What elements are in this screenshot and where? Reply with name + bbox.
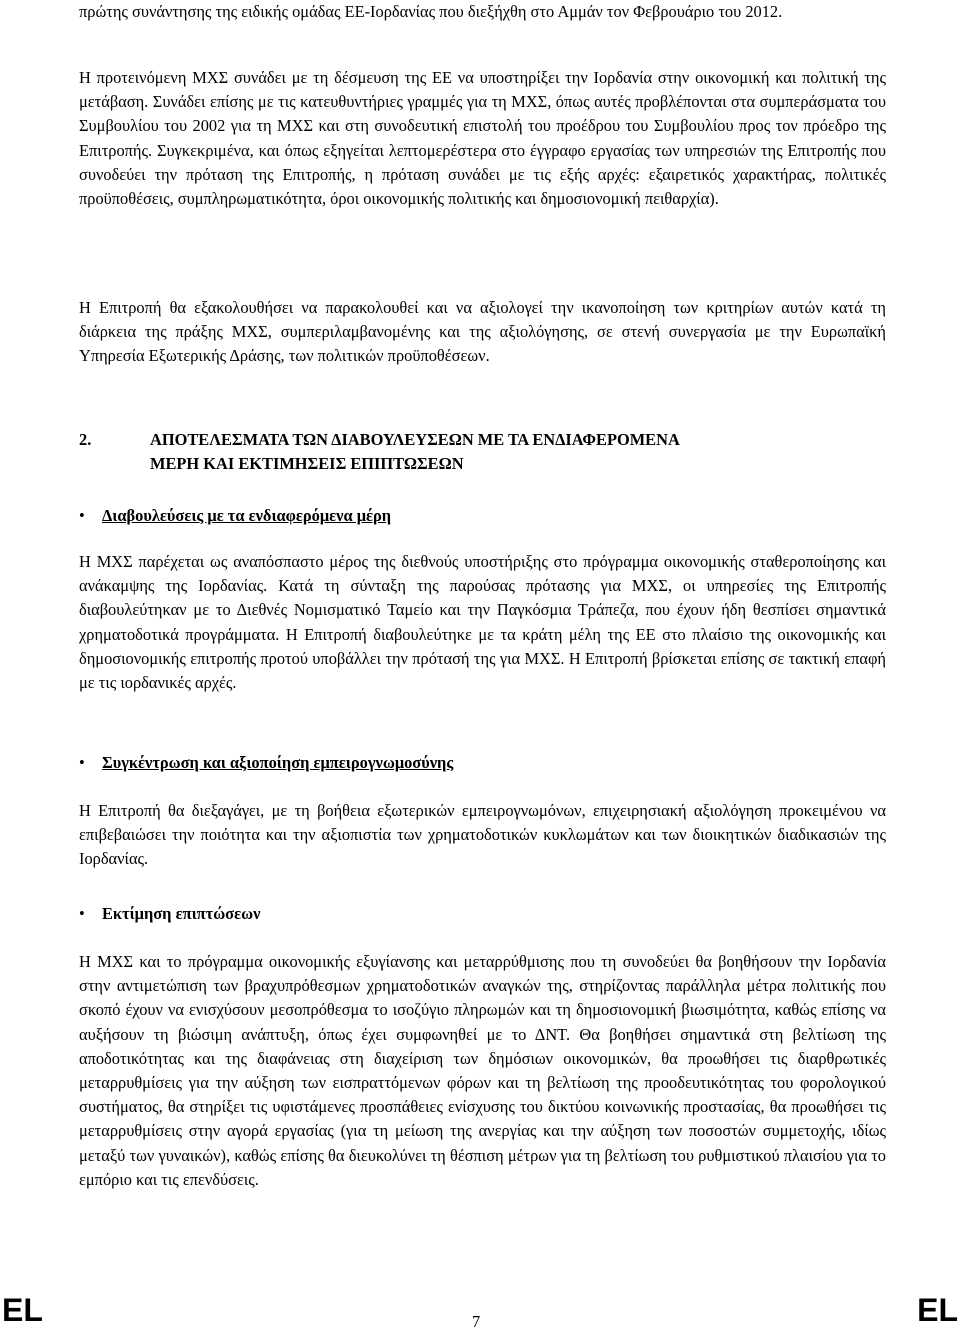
- bullet-dot-icon: •: [79, 904, 85, 923]
- paragraph-expertise: Η Επιτροπή θα διεξαγάγει, με τη βοήθεια εξωτερικών εμπειρογνωμόνων, επιχειρησιακή αξιολόγηση προκειμένου να επιβεβαιώσει την ποιότητα και την αξιοπιστία των χρηματοδοτικών κυκλωμάτων και των διοικητικών διαδικασιών της Ιορδανίας.: [79, 801, 886, 869]
- section-title-line-1: ΑΠΟΤΕΛΕΣΜΑΤΑ ΤΩΝ ΔΙΑΒΟΥΛΕΥΣΕΩΝ ΜΕ ΤΑ ΕΝΔΙΑΦΕΡΟΜΕΝΑ: [150, 430, 680, 449]
- paragraph-consistency: Η προτεινόμενη ΜΧΣ συνάδει με τη δέσμευση της ΕΕ να υποστηρίξει την Ιορδανία στην οικονομική και πολιτική της μετάβαση. Συνάδει επίσης με τις κατευθυντήριες γραμμές για τη ΜΧΣ, όπως αυτές προβλέπονται στα συμπεράσματα του Συμβουλίου του 2002 για τη ΜΧΣ και στη συνοδευτική επιστολή του προέδρου του Συμβουλίου προς τον πρόεδρο της Επιτροπής. Συγκεκριμένα, και όπως εξηγείται λεπτομερέστερα στο έγγραφο εργασίας των υπηρεσιών της Επιτροπής που συνοδεύει την πρόταση της Επιτροπής, η πρόταση συνάδει με τις εξής αρχές: εξαιρετικός χαρακτήρας, πολιτικές προϋποθέσεις, συμπληρωματικότητα, όροι οικονομικής πολιτικής και δημοσιονομική πειθαρχία).: [79, 68, 886, 209]
- bullet-heading-expertise: Συγκέντρωση και αξιοποίηση εμπειρογνωμοσύνης: [102, 753, 454, 772]
- paragraph-impact-assessment: Η ΜΧΣ και το πρόγραμμα οικονομικής εξυγίανσης και μεταρρύθμισης που τη συνοδεύει θα βοηθήσουν την Ιορδανία στην αντιμετώπιση των βραχυπρόθεσμων χρηματοδοτικών αναγκών της, στηρίζοντας παράλληλα μέτρα πολιτικής που σκοπό έχουν να ενισχύσουν μεσοπρόθεσμα το ισοζύγιο πληρωμών και τη δημοσιονομική βιωσιμότητα, καθώς επίσης να αυξήσουν τη βιώσιμη ανάπτυξη, όπως έχει συμφωνηθεί με το ΔΝΤ. Θα βοηθήσει σημαντικά στη βελτίωση της αποδοτικότητας και της διαφάνειας στη διαχείριση των δημόσιων οικονομικών, θα προωθήσει τις διαρθρωτικές μεταρρυθμίσεις για την αύξηση των εισπραττόμενων φόρων και τη βελτίωση της προοδευτικότητας του φορολογικού συστήματος, θα στηρίξει τις υφιστάμενες προσπάθειες ενίσχυσης του δικτύου κοινωνικής προστασίας, θα προωθήσει τις μεταρρυθμίσεις στην αγορά εργασίας (για τη μείωση της ανεργίας και την αύξηση των ποσοστών συμμετοχής, ιδίως μεταξύ των γυναικών), καθώς επίσης θα διευκολύνει τη θέσπιση μέτρων για τη βελτίωση του ρυθμιστικού πλαισίου για το εμπόριο και τις επενδύσεις.: [79, 952, 886, 1189]
- paragraph-monitoring: Η Επιτροπή θα εξακολουθήσει να παρακολουθεί και να αξιολογεί την ικανοποίηση των κριτηρίων αυτών κατά τη διάρκεια της πράξης ΜΧΣ, συμπεριλαμβανομένης και της αξιολόγησης, σε στενή συνεργασία με την Ευρωπαϊκή Υπηρεσία Εξωτερικής Δράσης, των πολιτικών προϋποθέσεων.: [79, 298, 886, 366]
- bullet-heading-consultations: Διαβουλεύσεις με τα ενδιαφερόμενα μέρη: [102, 506, 392, 525]
- bullet-dot-icon: •: [79, 506, 85, 525]
- paragraph-consultations: Η ΜΧΣ παρέχεται ως αναπόσπαστο μέρος της διεθνούς υποστήριξης στο πρόγραμμα οικονομικής σταθεροποίησης και ανάκαμψης της Ιορδανίας. Κατά τη σύνταξη της παρούσας πρότασης για ΜΧΣ, οι υπηρεσίες της Επιτροπής διαβουλεύτηκαν με το Διεθνές Νομισματικό Ταμείο και την Παγκόσμια Τράπεζα, που έχουν ήδη θεσπίσει σημαντικά χρηματοδοτικά προγράμματα. Η Επιτροπή διαβουλεύτηκε με τα κράτη μέλη της ΕΕ στο πλαίσιο της οικονομικής και δημοσιονομικής επιτροπής προτού υποβάλλει την πρότασή της για ΜΧΣ. Η Επιτροπή βρίσκεται επίσης σε τακτική επαφή με τις ιορδανικές αρχές.: [79, 552, 886, 693]
- section-number: 2.: [79, 430, 92, 449]
- bullet-heading-impact-assessment: Εκτίμηση επιπτώσεων: [102, 904, 261, 923]
- footer-language-right: EL: [917, 1292, 958, 1328]
- page-number: 7: [472, 1312, 481, 1331]
- section-title-line-2: ΜΕΡΗ ΚΑΙ ΕΚΤΙΜΗΣΕΙΣ ΕΠΙΠΤΩΣΕΩΝ: [150, 454, 464, 474]
- bullet-dot-icon: •: [79, 753, 85, 772]
- footer-language-left: EL: [2, 1292, 43, 1328]
- section-title: [150, 428, 886, 476]
- paragraph-intro-continuation: πρώτης συνάντησης της ειδικής ομάδας ΕΕ-Ιορδανίας που διεξήχθη στο Αμμάν τον Φεβρουάριο του 2012.: [79, 2, 783, 21]
